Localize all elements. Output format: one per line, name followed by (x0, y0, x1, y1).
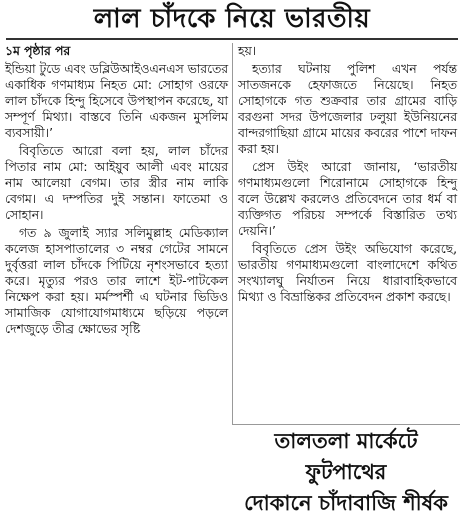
paragraph: বিবৃতিতে আরো বলা হয়, লাল চাঁদের পিতার নাম মো: আইয়ুব আলী এবং মায়ের নাম আলেয়া বেগম। তার স্ত্রীর নাম লাকি বেগম। এ দম্পতির দুই সন্তান। ফাতেমা ও সোহান। (5, 144, 228, 222)
left-column (5, 43, 228, 339)
next-article-headline (232, 424, 460, 515)
paragraph: প্রেস উইং আরো জানায়, ‘ভারতীয় গণমাধ্যমগুলো শিরোনামে সোহাগকে হিন্দু বলে উল্লেখ করলেও প্রতিবেদনে তার ধর্ম বা ব্যক্তিগত পরিচয় সম্পর্কে বিস্তারিত তথ্য দেয়নি।’ (238, 160, 457, 238)
right-column (238, 43, 457, 307)
next-headline-line-2: দোকানে চাঁদাবাজি শীর্ষক (244, 490, 448, 515)
column-divider (232, 43, 233, 425)
paragraph: হয়। (238, 44, 257, 58)
article-headline: লাল চাঁদকে নিয়ে ভারতীয় (93, 4, 371, 34)
next-headline-line-1: তালতলা মার্কেটে ফুটপাথের (274, 428, 418, 484)
continuation-label: ১ম পৃষ্ঠার পর (5, 44, 71, 58)
paragraph: ইন্ডিয়া টুডে এবং ডব্লিউআইওএনএস ভারতের একাধিক গণমাধ্যম নিহত মো: সোহাগ ওরফে লাল চাঁদকে হিন্দু হিসেবে উপস্থাপন করেছে, যা সম্পূর্ণ মিথ্যা। বাস্তবে তিনি একজন মুসলিম ব্যবসায়ী।’ (5, 62, 228, 140)
paragraph: হত্যার ঘটনায় পুলিশ এখন পর্যন্ত সাতজনকে হেফাজতে নিয়েছে। নিহত সোহাগকে গত শুক্রবার তার গ্রামের বাড়ি বরগুনা সদর উপজেলার ঢলুয়া ইউনিয়নের বান্দরগাছিয়া গ্রামে মায়ের কবরের পাশে দাফন করা হয়। (238, 62, 457, 156)
paragraph: গত ৯ জুলাই স্যার সলিমুল্লাহ মেডিক্যাল কলেজ হাসপাতালের ৩ নম্বর গেটের সামনে দুর্বৃত্তরা লাল চাঁদকে পিটিয়ে নৃশংসভাবে হত্যা করে। মৃত্যুর পরও তার লাশে ইট-পাটকেল নিক্ষেপ করা হয়। মর্মস্পর্শী এ ঘটনার ভিডিও সামাজিক যোগাযোগমাধ্যমে ছড়িয়ে পড়লে দেশজুড়ে তীব্র ক্ষোভের সৃষ্টি (5, 226, 228, 336)
paragraph: বিবৃতিতে প্রেস উইং অভিযোগ করেছে, ভারতীয় গণমাধ্যমগুলো বাংলাদেশে কথিত সংখ্যালঘু নির্যাতন নিয়ে ধারাবাহিকভাবে মিথ্যা ও বিভ্রান্তিকর প্রতিবেদন প্রকাশ করছে। (238, 242, 457, 304)
headline-divider (6, 38, 458, 40)
